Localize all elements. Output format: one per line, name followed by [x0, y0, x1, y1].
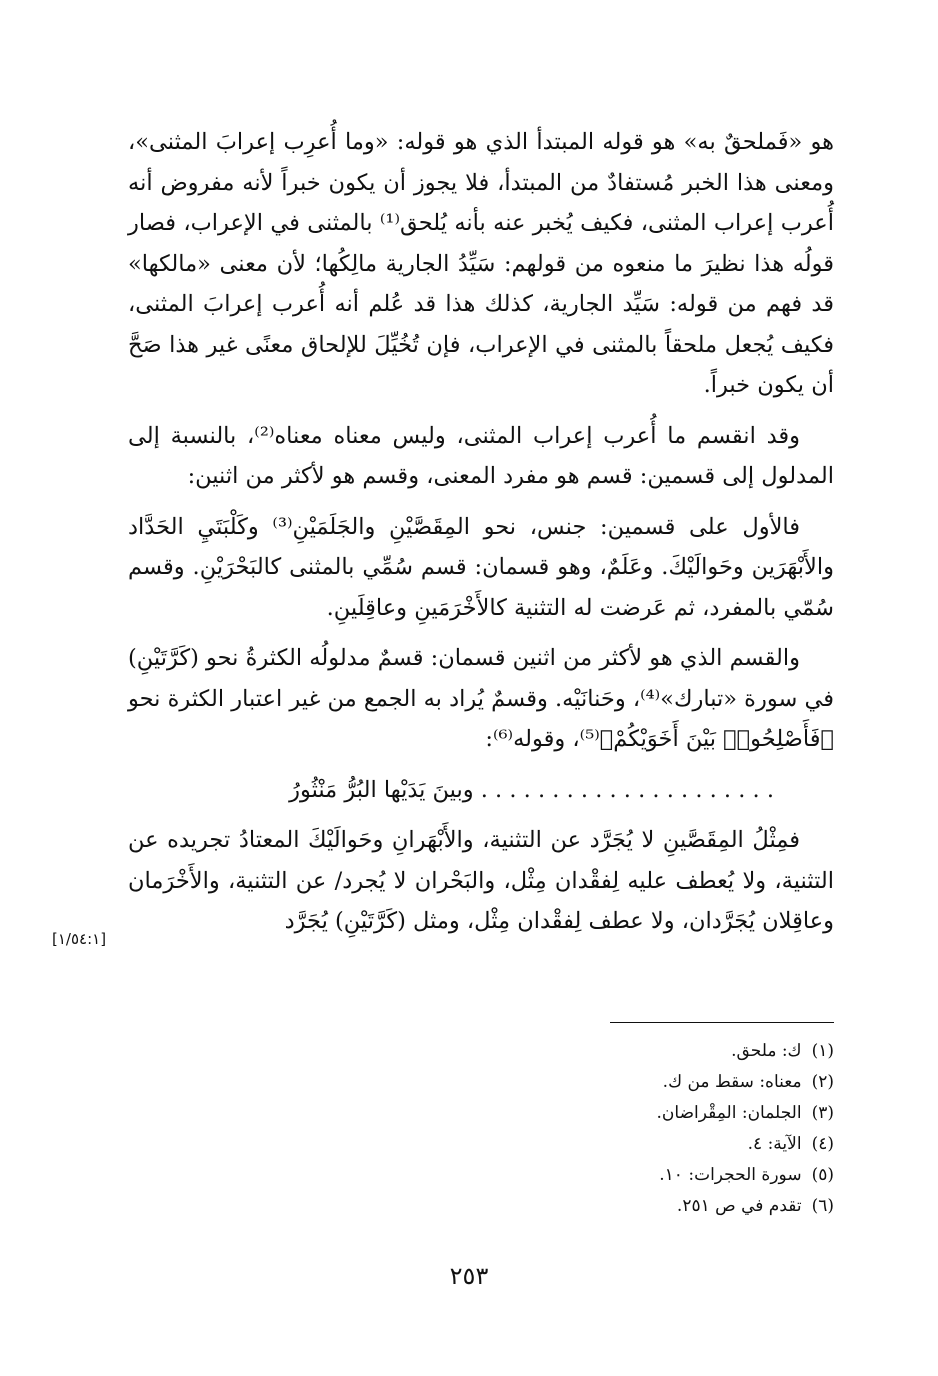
footnote-6: [414, 1191, 834, 1222]
paragraph-4: والقسم الذي هو لأكثر من اثنين قسمان: قسمٌ مدلولُه الكثرةُ نحو (كَرَّتَيْنِ) في سورة «تبارك»⁽⁴⁾، وحَنانَيْه. وقسمٌ يُراد به الجمع من غير اعتبار الكثرة نحو ﴿فَأَصْلِحُوا۟ بَيْنَ أَخَوَيْكُمْ﴾⁽⁵⁾، وقوله⁽⁶⁾:: [128, 645, 834, 752]
footnote-number: (٦): [811, 1196, 834, 1216]
paragraph-5: فمِثْلُ المِقَصَّينِ لا يُجَرَّد عن التثنية، والأَبْهَرانِ وحَوالَيْكَ المعتادُ تجريده عن التثنية، ولا يُعطف عليه لِفقْدان مِثْل، والبَحْران لا يُجرد/ عن التثنية، والأَخْرَمان وعاقِلان يُجَرَّدان، ولا عطف لِفقْدان مِثْل، ومثل (كَرَّتَيْنِ) يُجَرَّد: [128, 827, 834, 934]
paragraph-2: وقد انقسم ما أُعرب إعراب المثنى، وليس معناه معناه⁽²⁾، بالنسبة إلى المدلول إلى قسمين: قسم هو مفرد المعنى، وقسم هو لأكثر من اثنين:: [128, 422, 834, 489]
footnote-number: (٢): [811, 1072, 834, 1092]
footnote-number: (٥): [811, 1165, 834, 1185]
footnote-text: معناه: سقط من ك.: [662, 1072, 802, 1092]
main-text: [128, 122, 834, 952]
margin-reference: [١/٥٤:١]: [52, 930, 107, 948]
footnote-number: (٣): [811, 1103, 834, 1123]
footnote-text: الآية: ٤.: [747, 1134, 802, 1154]
page-number: ٢٥٣: [449, 1262, 489, 1290]
footnote-number: (١): [811, 1041, 834, 1061]
paragraph-3: فالأول على قسمين: جنس، نحو المِقَصَّيْنِ والجَلَمَيْنِ⁽³⁾ وكَلْبَتَيِ الحَدَّاد والأَبْهَرَين وحَوالَيْكَ. وعَلَمٌ، وهو قسمان: قسم سُمِّي بالمثنى كالبَحْرَيْنِ. وقسم سُمّي بالمفرد، ثم عَرضت له التثنية كالأَخْرَمَينِ وعاقِلَينِ.: [128, 513, 834, 621]
footnote-5: [414, 1160, 834, 1191]
footnote-2: [414, 1067, 834, 1098]
footnote-text: سورة الحجرات: ١٠.: [659, 1165, 802, 1185]
footnote-text: الجلمان: المِقْراضان.: [656, 1103, 802, 1123]
footnote-text: تقدم في ص ٢٥١.: [676, 1196, 802, 1216]
footnotes: [414, 1036, 834, 1222]
footnote-number: (٤): [811, 1134, 834, 1154]
footnote-3: [414, 1098, 834, 1129]
poetry-verse: . . . . . . . . . . . . . . . . . . . . . وبينَ يَدَيْها البُرُّ مَنْثُورُ: [289, 776, 774, 803]
footnote-4: [414, 1129, 834, 1160]
paragraph-1: هو «فَملحقٌ به» هو قوله المبتدأ الذي هو قوله: «وما أُعرِب إعرابَ المثنى»، ومعنى هذا الخبر مُستفادٌ من المبتدأ، فلا يجوز أن يكون خبراً لأنه مفروض أنه أُعرب إعراب المثنى، فكيف يُخبر عنه بأنه يُلحق⁽¹⁾ بالمثنى في الإعراب، فصار قولُه هذا نظيرَ ما منعوه من قولهم: سَيِّدُ الجارية مالِكُها؛ لأن معنى «مالكها» قد فهم من قوله: سَيِّد الجارية، كذلك هذا قد عُلم أنه أُعرب إعرابَ المثنى، فكيف يُجعل ملحقاً بالمثنى في الإعراب، فإن تُخُيِّلَ للإلحاق معنًى غير هذا صَحَّ أن يكون خبراً.: [128, 129, 834, 398]
footnote-divider: [610, 1022, 834, 1023]
footnote-text: ك: ملحق.: [731, 1041, 802, 1061]
footnote-1: [414, 1036, 834, 1067]
